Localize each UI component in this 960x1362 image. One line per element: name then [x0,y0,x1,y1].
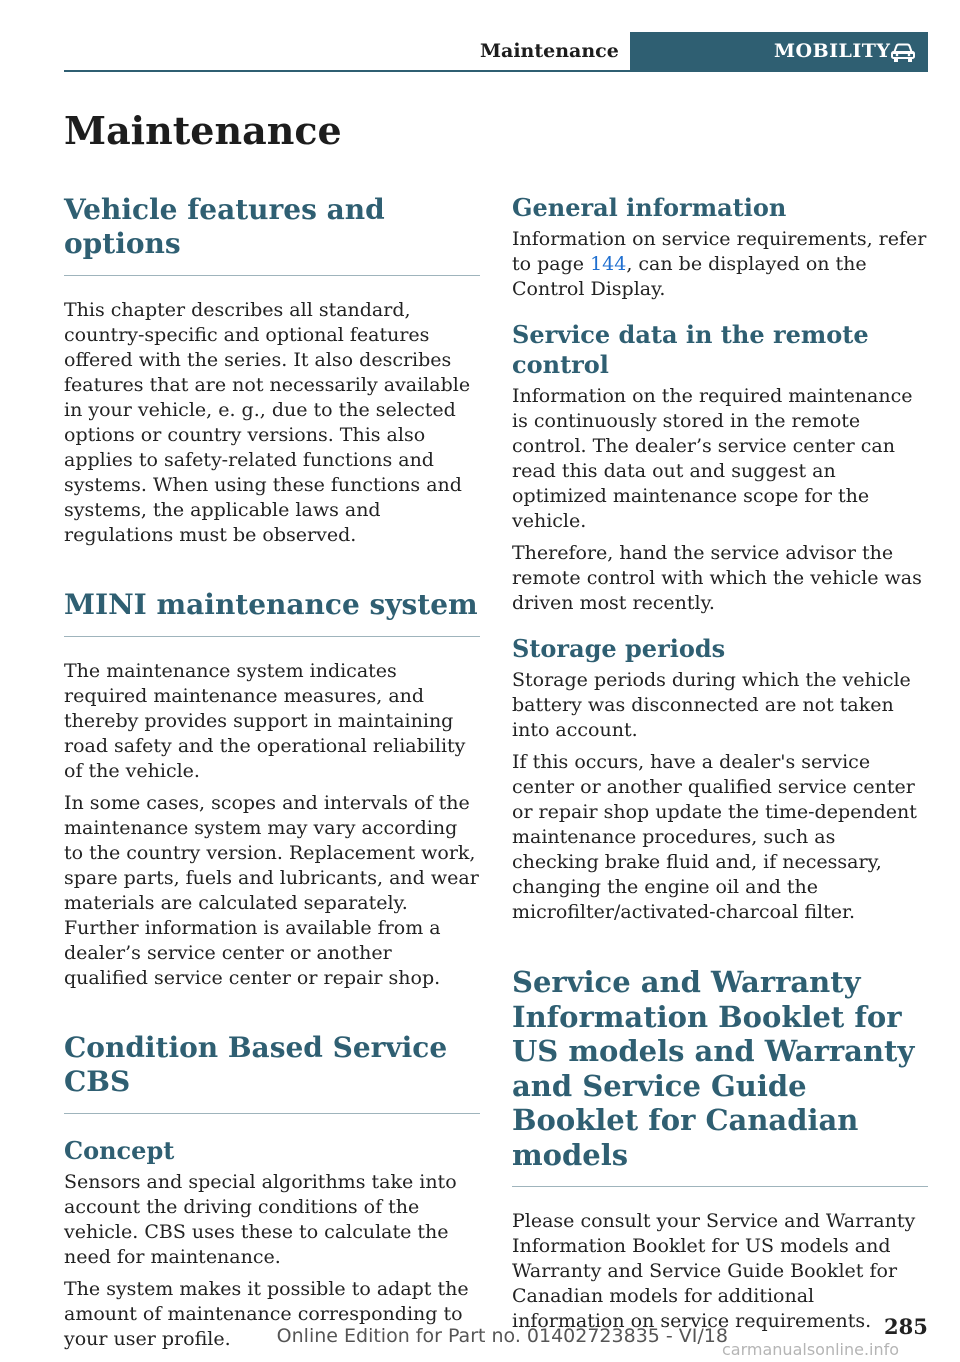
heading-rule [64,636,480,637]
maintenance-system-paragraph-1: The maintenance system indicates required maintenance measures, and thereby provides support in maintaining road safety and the operational reliability of the vehicle. [64,660,466,782]
header-chapter-tab: MOBILITY [630,32,928,72]
heading-service-warranty: Service and Warranty Information Booklet for US models and Warranty and Service Guide Booklet for Canadian models [512,965,915,1172]
subheading-service-data: Service data in the remote control [512,320,869,379]
subheading-general-information: General information [512,193,787,222]
watermark: carmanualsonline.info [722,1340,900,1359]
subheading-concept: Concept [64,1136,175,1165]
heading-maintenance-system: MINI maintenance system [64,588,478,621]
service-data-paragraph-2: Therefore, hand the service advisor the remote control with which the vehicle was driven most recently. [512,542,922,614]
storage-periods-paragraph-2: If this occurs, have a dealer's service center or another qualified service center or repair shop update the time-dependent maintenance procedures, such as checking brake fluid and, if necessary, changing the engine oil and the microfilter/activated-charcoal filter. [512,751,917,923]
page-number: 285 [884,1314,928,1339]
left-column [64,193,480,1359]
concept-paragraph-1: Sensors and special algorithms take into account the driving conditions of the vehicle. CBS uses these to calculate the need for maintenance. [64,1171,457,1268]
heading-rule [512,1186,928,1187]
maintenance-system-paragraph-2: In some cases, scopes and intervals of the maintenance system may vary according to the country version. Replacement work, spare parts, fuels and lubricants, and wear materials are calculated separately. Further information is available from a dealer’s service center or another qualified service center or repair shop. [64,792,479,989]
heading-rule [64,275,480,276]
concept-paragraph-2: The system makes it possible to adapt the amount of maintenance corresponding to your user profile. [64,1278,469,1350]
general-information-paragraph [512,227,928,302]
header-rule [64,70,928,72]
subheading-storage-periods: Storage periods [512,634,726,663]
edition-text: Online Edition for Part no. 01402723835 - VI/18 [276,1325,728,1347]
service-data-paragraph-1: Information on the required maintenance is continuously stored in the remote control. The dealer’s service center can read this data out and suggest an optimized maintenance scope for the vehicle. [512,385,913,532]
gi-text-a: Information on service requirements, refer to page [512,228,927,275]
page-reference-link[interactable]: 144 [590,253,627,275]
gi-text-b: , can be displayed on the Control Display. [512,253,867,300]
heading-cbs: Condition Based Service CBS [64,1031,448,1098]
service-warranty-paragraph: Please consult your Service and Warranty Information Booklet for US models and Warranty and Service Guide Booklet for Canadian models for additional information on service requirements. [512,1210,916,1332]
car-icon [890,40,916,64]
page-title: Maintenance [64,108,342,153]
storage-periods-paragraph-1: Storage periods during which the vehicle battery was disconnected are not taken into account. [512,669,911,741]
vehicle-features-paragraph: This chapter describes all standard, country-specific and optional features offered with the series. It also describes features that are not necessarily available in your vehicle, e. g., due to the selected options or country versions. This also applies to safety-related functions and systems. When using these functions and systems, the applicable laws and regulations must be observed. [64,299,471,546]
right-column [512,193,928,1341]
header-section-title: Maintenance [480,40,619,62]
heading-vehicle-features: Vehicle features and options [64,193,385,260]
heading-rule [64,1113,480,1114]
